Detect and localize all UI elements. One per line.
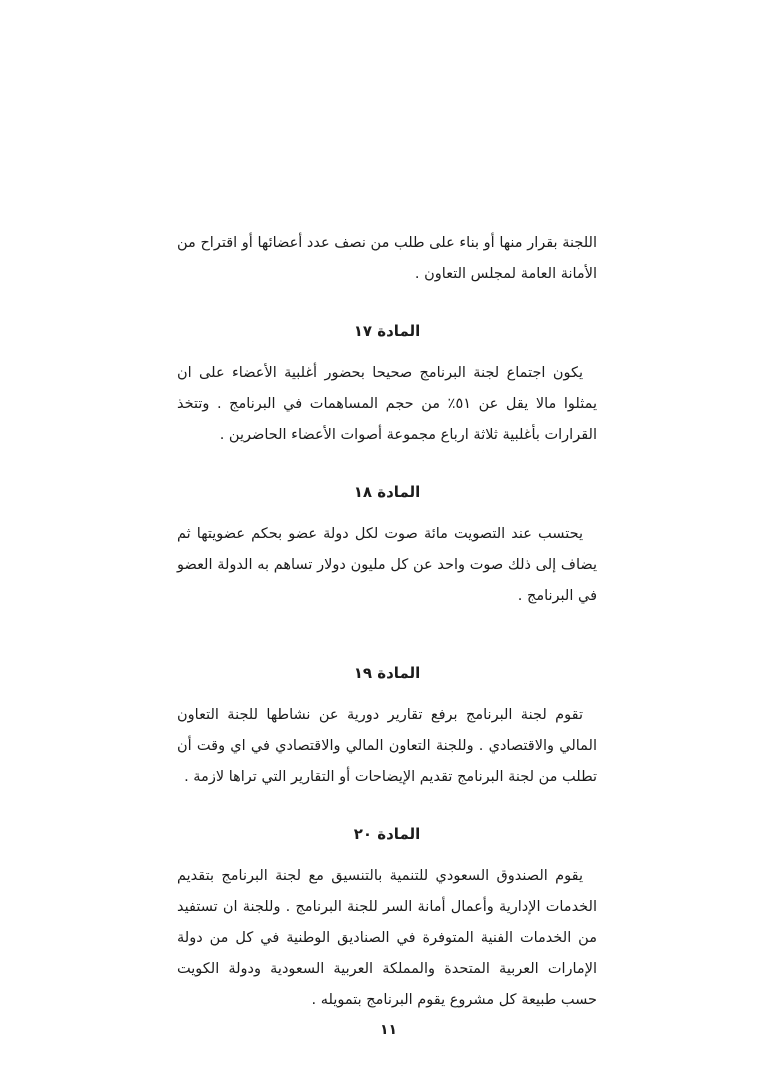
article-19-title: المادة ١٩ [353,664,421,682]
article-19-body: تقوم لجنة البرنامج برفع تقارير دورية عن نشاطها للجنة التعاون المالي والاقتصادي . وللجنة التعاون المالي والاقتصادي في اي وقت أن تطلب من لجنة البرنامج تقديم الإيضاحات أو التقارير التي تراها لازمة . [177,707,597,785]
article-18-body: يحتسب عند التصويت مائة صوت لكل دولة عضو بحكم عضويتها ثم يضاف إلى ذلك صوت واحد عن كل مليون دولار تساهم به الدولة العضو في البرنامج . [177,526,597,604]
article-20 [177,819,597,1016]
page-number: ١١ [379,1022,398,1038]
article-17 [177,316,597,451]
article-20-body: يقوم الصندوق السعودي للتنمية بالتنسيق مع لجنة البرنامج بتقديم الخدمات الإدارية وأعمال أمانة السر للجنة البرنامج . وللجنة ان تستفيد من الخدمات الفنية المتوفرة في الصناديق الوطنية في كل من دولة الإمارات العربية المتحدة والمملكة العربية السعودية ودولة الكويت حسب طبيعة كل مشروع يقوم البرنامج بتمويله . [177,868,597,1008]
article-19 [177,658,597,793]
article-20-title: المادة ٢٠ [353,825,421,843]
article-17-title: المادة ١٧ [353,322,421,340]
article-18-title: المادة ١٨ [353,483,421,501]
article-17-body: يكون اجتماع لجنة البرنامج صحيحا بحضور أغلبية الأعضاء على ان يمثلوا مالا يقل عن ٥١٪ من حجم المساهمات في البرنامج . وتتخذ القرارات بأغلبية ثلاثة ارباع مجموعة أصوات الأعضاء الحاضرين . [177,365,598,443]
text-column [177,228,597,1016]
article-18 [177,477,597,612]
intro-paragraph: اللجنة بقرار منها أو بناء على طلب من نصف عدد أعضائها أو اقتراح من الأمانة العامة لمجلس التعاون . [177,235,597,282]
